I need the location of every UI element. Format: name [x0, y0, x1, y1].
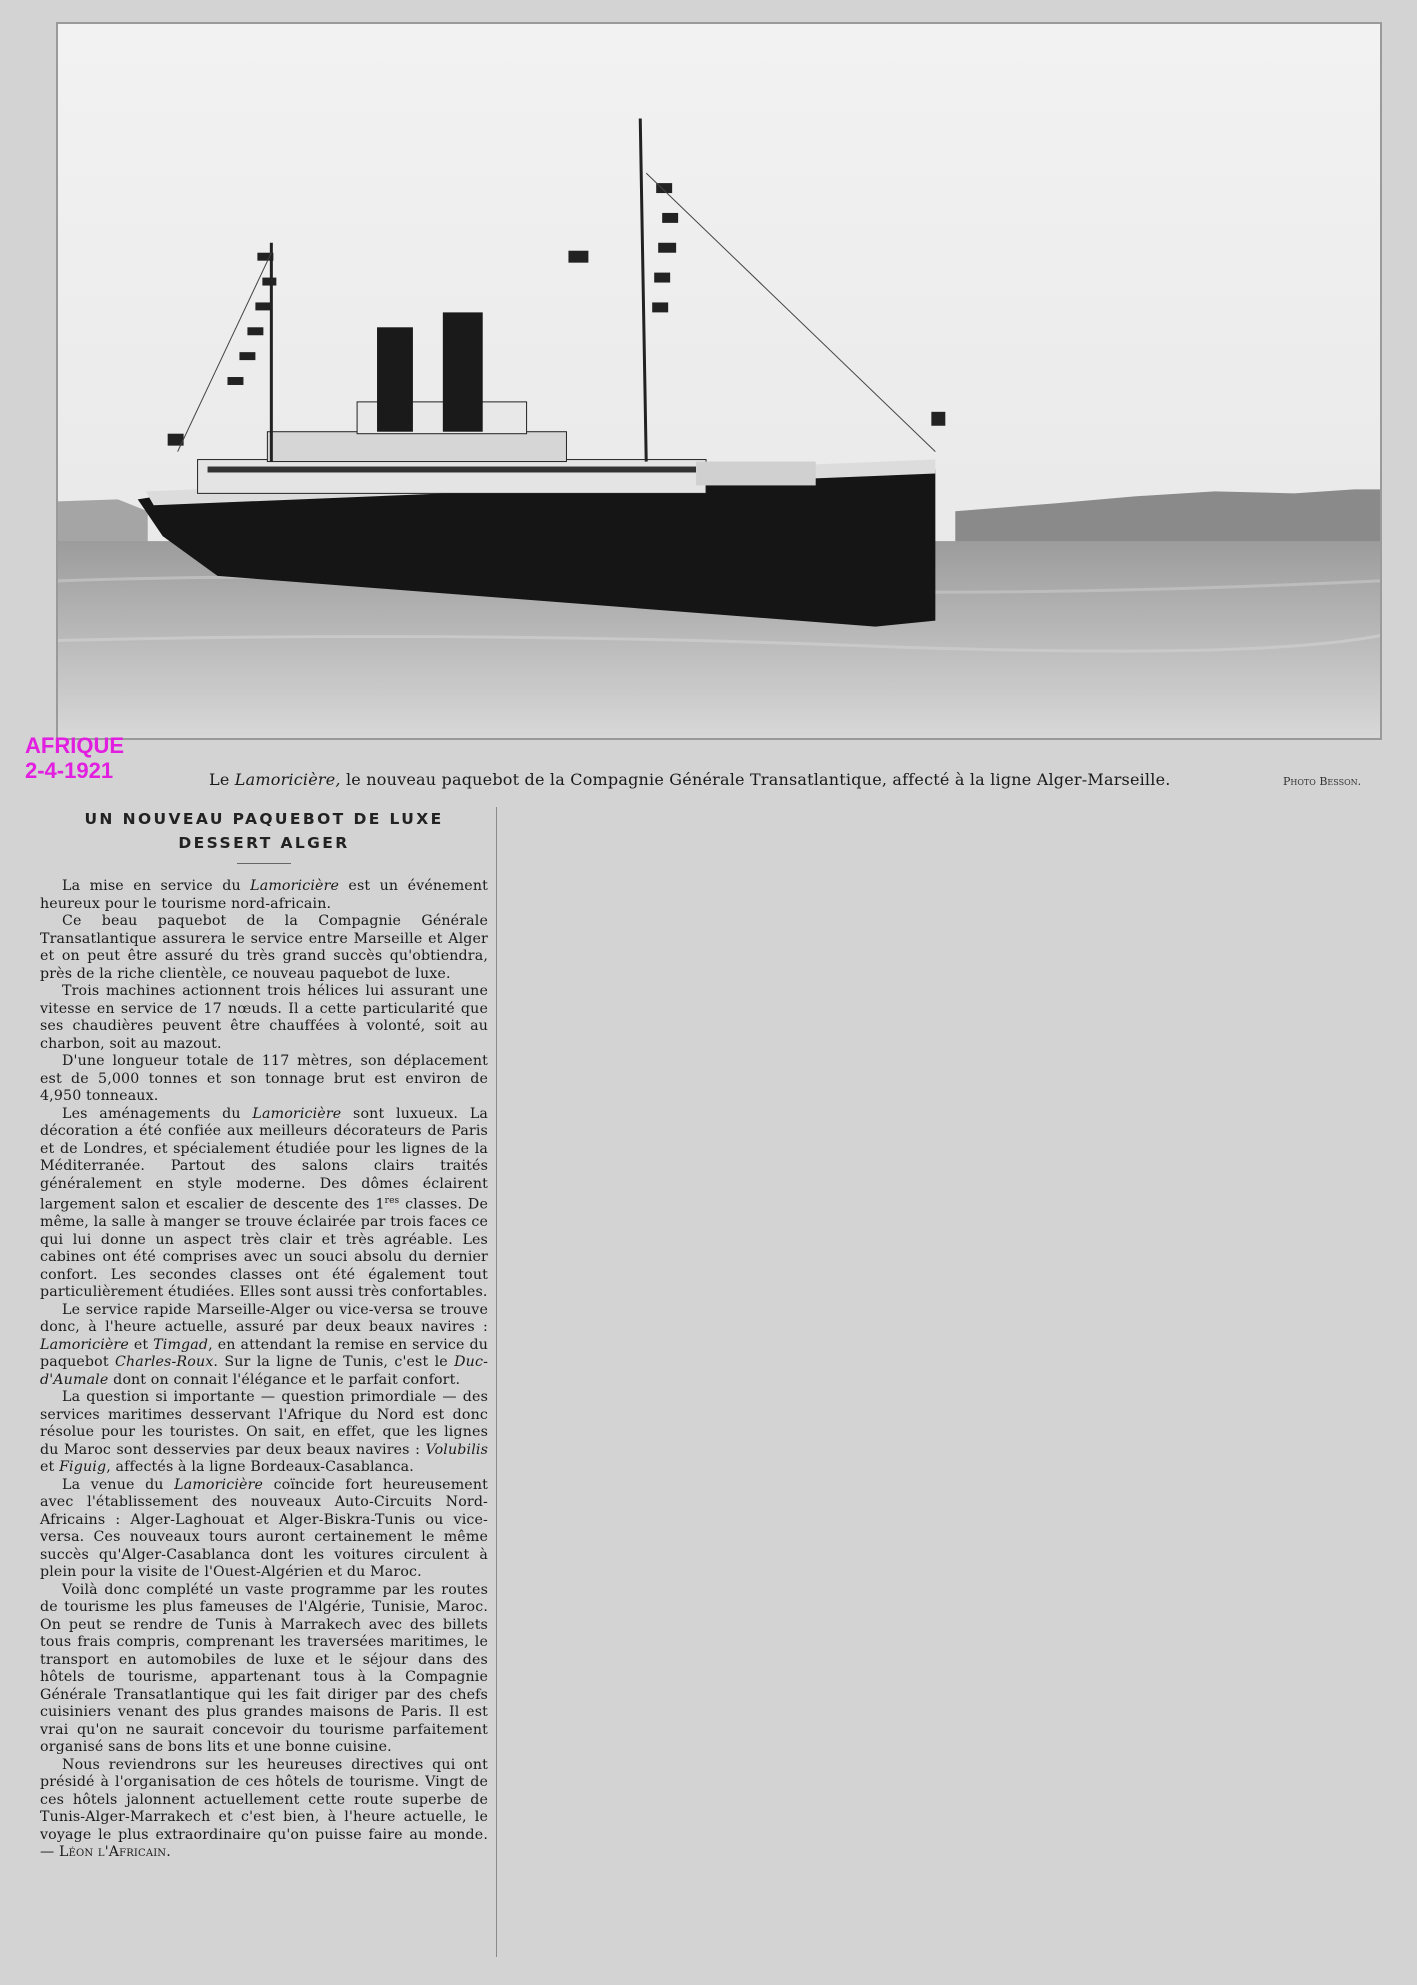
headline-rule — [237, 863, 291, 864]
article-paragraph: D'une longueur totale de 117 mètres, son déplacement est de 5,000 tonnes et son tonnage brut est environ de 4,950 tonneaux. — [40, 1053, 488, 1104]
archive-label — [25, 733, 124, 783]
article-paragraph: Les aménagements du Lamoricière sont luxueux. La décoration a été confiée aux meilleurs décorateurs de Paris et de Londres, et spécialement étudiée pour les lignes de la Méditerranée. Partout des salons clairs traités généralement en style moderne. Des dômes éclairent largement salon et escalier de descente des 1res classes. De même, la salle à manger se trouve éclairée par trois faces ce qui lui donne un aspect très clair et très agréable. Les cabines ont été comprises avec un souci absolu du dernier confort. Les secondes classes ont été également tout particulièrement étudiées. Elles sont aussi très confortables. — [40, 1105, 489, 1301]
article-paragraph: La venue du Lamoricière coïncide fort heureusement avec l'établissement des nouveaux Auto-Circuits Nord-Africains : Alger-Laghouat et Alger-Biskra-Tunis ou vice-versa. Ces nouveaux tours auront certainement le même succès qu'Alger-Casablanca dont les voitures circulent à plein pour la visite de l'Ouest-Algérien et du Maroc. — [40, 1476, 488, 1581]
archive-label-title: AFRIQUE — [25, 733, 124, 758]
article-paragraph: Trois machines actionnent trois hélices lui assurant une vitesse en service de 17 nœuds. Il a cette particularité que ses chaudières peuvent être chauffées à volonté, soit au charbon, soit au mazout. — [40, 983, 488, 1052]
photo-caption — [209, 770, 1171, 789]
article-headline — [40, 807, 488, 855]
article-body — [40, 878, 488, 1862]
article-paragraph: La mise en service du Lamoricière est un événement heureux pour le tourisme nord-africain. — [40, 878, 488, 912]
archive-label-date: 2-4-1921 — [25, 758, 114, 783]
article-paragraph: La question si importante — question primordiale — des services maritimes desservant l'Afrique du Nord est donc résolue pour les touristes. On sait, en effet, que les lignes du Maroc sont desservies par deux beaux navires : Volubilis et Figuig, affectés à la ligne Bordeaux-Casablanca. — [40, 1389, 488, 1476]
photo-credit: Photo Besson. — [1283, 775, 1362, 788]
caption-ship-name: Lamoricière, — [234, 770, 341, 789]
article-paragraph: Nous reviendrons sur les heureuses directives qui ont présidé à l'organisation de ces hôtels de tourisme. Vingt de ces hôtels jalonnent actuellement cette route superbe de Tunis-Alger-Marrakech et c'est bien, à l'heure actuelle, le voyage le plus extraordinaire qu'on puisse faire au monde. — Léon l'Africain. — [40, 1756, 488, 1861]
ship-photograph — [56, 22, 1382, 740]
article-column — [40, 807, 497, 1957]
article-paragraph: Ce beau paquebot de la Compagnie Générale Transatlantique assurera le service entre Marseille et Alger et on peut être assuré du très grand succès qu'obtiendra, près de la riche clientèle, ce nouveau paquebot de luxe. — [40, 913, 488, 982]
caption-text: le nouveau paquebot de la Compagnie Générale Transatlantique, affecté à la ligne Alger-Marseille. — [345, 770, 1171, 789]
article-paragraph: Le service rapide Marseille-Alger ou vice-versa se trouve donc, à l'heure actuelle, assuré par deux beaux navires : Lamoricière et Timgad, en attendant la remise en service du paquebot Charles-Roux. Sur la ligne de Tunis, c'est le Duc-d'Aumale dont on connait l'élégance et le parfait confort. — [40, 1301, 489, 1388]
headline-line-1: UN NOUVEAU PAQUEBOT DE LUXE — [84, 810, 444, 828]
caption-prefix: Le — [209, 770, 230, 789]
headline-line-2: DESSERT ALGER — [178, 834, 350, 852]
ship-illustration — [58, 24, 1380, 738]
article-paragraph: Voilà donc complété un vaste programme par les routes de tourisme les plus fameuses de l'Algérie, Tunisie, Maroc. On peut se rendre de Tunis à Marrakech avec des billets tous frais compris, comprenant les traversées maritimes, le transport en automobiles de luxe et le séjour dans des hôtels de tourisme, appartenant tous à la Compagnie Générale Transatlantique qui les fait diriger par des chefs cuisiniers venant des plus grandes maisons de Paris. Il est vrai qu'on ne saurait concevoir du tourisme parfaitement organisé sans de bons lits et une bonne cuisine. — [40, 1581, 488, 1756]
